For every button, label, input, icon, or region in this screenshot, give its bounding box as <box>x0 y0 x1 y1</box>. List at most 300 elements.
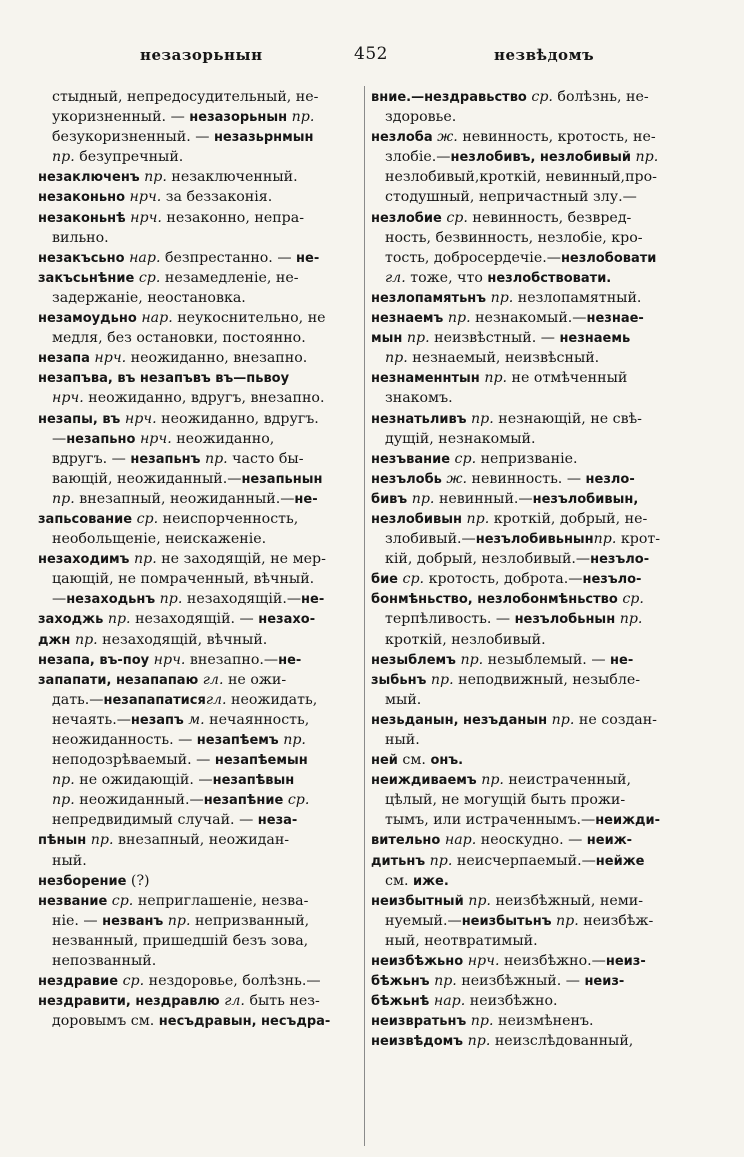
definition-text: ный. <box>52 852 87 869</box>
headword: неизбытный <box>371 893 464 909</box>
dictionary-line <box>371 770 696 790</box>
headword: неиждиваемъ <box>371 773 477 789</box>
definition-text: цѣлый, не могущій быть прожи- <box>385 792 626 809</box>
dictionary-line <box>371 87 696 107</box>
headword: иже. <box>413 873 449 889</box>
grammar-abbrev: пр. <box>429 852 453 869</box>
dictionary-line <box>38 830 360 850</box>
definition-text: неизслѣдованный, <box>490 1033 634 1050</box>
definition-text: незаходящій. — <box>130 611 259 628</box>
right-column <box>371 87 696 1052</box>
dictionary-line <box>38 609 360 629</box>
definition-text: неподозрѣваемый. — <box>52 752 215 769</box>
grammar-abbrev: пр. <box>167 912 191 929</box>
headword: неизвѣдомъ <box>371 1034 464 1050</box>
dictionary-line <box>38 328 360 348</box>
dictionary-line <box>371 429 696 449</box>
definition-text: — <box>52 430 67 447</box>
definition-text: неизмѣненъ. <box>493 1013 594 1030</box>
definition-text: мый. <box>385 691 422 708</box>
definition-text: незаходящій, вѣчный. <box>97 631 268 648</box>
headword: незакъсьно <box>38 250 125 266</box>
dictionary-line <box>38 509 360 529</box>
dictionary-line <box>371 670 696 690</box>
dictionary-line <box>371 609 696 629</box>
dictionary-line <box>371 810 696 830</box>
dictionary-line <box>38 127 360 147</box>
grammar-abbrev: пр. <box>460 651 484 668</box>
definition-text: задержаніе, неостановка. <box>52 289 246 306</box>
headword: бие <box>371 572 399 588</box>
headword: бивъ <box>371 491 408 507</box>
definition-text: внезапно.— <box>185 651 279 668</box>
grammar-abbrev: пр. <box>107 611 131 628</box>
definition-text: болѣзнь, не- <box>552 89 649 105</box>
running-head-left: незазорьнын <box>140 46 263 64</box>
grammar-abbrev: ср. <box>111 892 134 909</box>
definition-text: злобіе.— <box>385 149 451 166</box>
dictionary-line <box>371 750 696 770</box>
definition-text: вильно. <box>52 229 109 246</box>
definition-text: необольщеніе, неискаженіе. <box>52 531 267 548</box>
definition-text: быть нез- <box>244 993 320 1010</box>
definition-text: не ожи- <box>223 671 287 688</box>
dictionary-line <box>38 750 360 770</box>
headword: незлобовати <box>560 250 657 266</box>
definition-text: ный, неотвратимый. <box>385 932 538 949</box>
definition-text: см. <box>397 752 431 769</box>
headword: неиз- <box>605 954 646 970</box>
definition-text: неоскудно. — <box>476 832 587 849</box>
definition-text: неиспорченность, <box>158 510 299 527</box>
grammar-abbrev: ж. <box>437 129 458 146</box>
grammar-abbrev: нрч. <box>52 390 84 407</box>
dictionary-line <box>38 891 360 911</box>
dictionary-line <box>371 529 696 549</box>
definition-text: не создан- <box>574 711 657 728</box>
grammar-abbrev: пр. <box>52 490 75 507</box>
definition-text: кроткій, незлобивый. <box>385 631 546 648</box>
dictionary-line <box>38 589 360 609</box>
grammar-abbrev: пр. <box>468 892 491 909</box>
grammar-abbrev: пр. <box>406 330 430 347</box>
headword: мын <box>371 331 403 347</box>
headword: незнаемь <box>559 331 631 347</box>
headword: вительно <box>371 833 441 849</box>
dictionary-line <box>371 147 696 167</box>
grammar-abbrev: гл. <box>385 269 406 286</box>
dictionary-line <box>38 569 360 589</box>
dictionary-line <box>371 991 696 1011</box>
definition-text: доровымъ см. <box>52 1013 159 1030</box>
grammar-abbrev: нар. <box>444 832 477 849</box>
definition-text: не отмѣченный <box>507 370 628 387</box>
definition-text: неизвѣстный. — <box>429 330 560 347</box>
grammar-abbrev: пр. <box>144 169 167 186</box>
headword: незлобие <box>371 210 442 226</box>
definition-text: нечаять.— <box>52 711 131 728</box>
headword: зыбьнъ <box>371 672 427 688</box>
definition-text: нечаянность, <box>204 711 310 728</box>
headword: неиж- <box>586 833 633 849</box>
headword: нейже <box>595 853 645 869</box>
dictionary-line <box>38 851 360 871</box>
dictionary-line <box>371 1031 696 1051</box>
grammar-abbrev: пр. <box>470 1013 494 1030</box>
dictionary-line <box>38 449 360 469</box>
grammar-abbrev: пр. <box>619 611 643 628</box>
headword: онъ. <box>430 753 464 769</box>
grammar-abbrev: нрч. <box>94 350 127 367</box>
definition-text: злобивый.— <box>385 531 476 548</box>
definition-text: неожиданно, внезапно. <box>126 350 308 367</box>
definition-text: неожиданный.— <box>74 792 204 809</box>
dictionary-line <box>371 730 696 750</box>
headword: незаходьнъ <box>66 592 156 608</box>
grammar-abbrev: пр. <box>283 732 306 748</box>
dictionary-line <box>371 449 696 469</box>
headword: нездравьство <box>424 90 527 105</box>
definition-text: незаключенный. <box>166 169 298 186</box>
headword: не- <box>278 652 302 668</box>
grammar-abbrev: пр. <box>484 370 508 387</box>
dictionary-line <box>38 911 360 931</box>
definition-text: незванный, пришедшій безъ зова, <box>52 932 309 949</box>
headword: незнаемъ <box>371 311 444 327</box>
grammar-abbrev: пр. <box>385 350 408 367</box>
grammar-abbrev: м. <box>188 711 205 728</box>
grammar-abbrev: ср. <box>531 89 553 105</box>
definition-text: медля, без остановки, постоянно. <box>52 330 306 347</box>
definition-text: неприглашеніе, незва- <box>133 892 309 909</box>
headword: незапьно <box>66 431 136 447</box>
dictionary-line <box>38 208 360 228</box>
grammar-abbrev: нрч. <box>153 651 186 668</box>
headword: незапа, въ-поу <box>38 652 150 668</box>
definition-text: вающій, неожиданный.— <box>52 470 242 487</box>
dictionary-line <box>371 388 696 408</box>
definition-text: тоже, что <box>405 269 488 286</box>
definition-text: незаконно, непра- <box>161 209 305 226</box>
dictionary-line <box>38 1011 360 1031</box>
definition-text: здоровье. <box>385 109 457 126</box>
headword: не- <box>610 652 634 668</box>
headword: бѣжьнъ <box>371 974 430 990</box>
grammar-abbrev: нрч. <box>130 209 162 226</box>
dictionary-line <box>371 469 696 489</box>
headword: бѣжьнѣ <box>371 994 430 1010</box>
dictionary-line <box>371 368 696 388</box>
headword: незапѣние <box>203 793 284 809</box>
definition-text: неизбѣжный, неми- <box>490 892 644 909</box>
grammar-abbrev: пр. <box>133 551 157 568</box>
grammar-abbrev: ж. <box>446 470 468 487</box>
dictionary-line <box>38 710 360 730</box>
headword: незапьнъ <box>130 451 201 467</box>
dictionary-line <box>38 228 360 248</box>
headword: незапъва, въ незапъвъ въ—пьвоу <box>38 371 290 387</box>
page-number: 452 <box>354 44 388 64</box>
definition-text: безупречный. <box>74 149 184 166</box>
grammar-abbrev: гл. <box>205 691 227 708</box>
definition-text: внезапный, неожиданный.— <box>74 490 295 507</box>
definition-text: за беззаконія. <box>161 189 273 206</box>
grammar-abbrev: пр. <box>291 109 315 126</box>
dictionary-line <box>371 1011 696 1031</box>
column-divider <box>364 86 365 1146</box>
grammar-abbrev: пр. <box>556 912 579 929</box>
definition-text: незнакомый.— <box>470 310 587 327</box>
definition-text: неподвижный, незыбле- <box>453 671 641 688</box>
dictionary-line <box>371 107 696 127</box>
headword: незвание <box>38 893 108 909</box>
grammar-abbrev: пр. <box>593 531 617 548</box>
headword: джн <box>38 632 71 648</box>
grammar-abbrev: гл. <box>202 671 224 688</box>
definition-text: невинность. — <box>467 470 586 487</box>
dictionary-line <box>371 830 696 850</box>
headword: незълобьнын <box>514 612 616 628</box>
dictionary-line <box>38 368 360 388</box>
dictionary-line <box>38 951 360 971</box>
dictionary-line <box>38 187 360 207</box>
headword: незапа <box>38 351 90 367</box>
dictionary-line <box>38 469 360 489</box>
dictionary-line <box>38 388 360 408</box>
dictionary-line <box>38 770 360 790</box>
dictionary-line <box>38 630 360 650</box>
definition-text: терпѣливость. — <box>385 611 515 628</box>
headword: запьсование <box>38 511 133 527</box>
dictionary-line <box>38 409 360 429</box>
headword: незамоудьно <box>38 311 137 327</box>
headword: бонмѣньство, незлобонмѣньство <box>371 592 618 608</box>
definition-text: невинный.— <box>434 490 533 507</box>
definition-text: кроткій, добрый, не- <box>489 510 648 527</box>
headword: незапапатися <box>103 692 206 708</box>
headword: нездравие <box>38 974 119 990</box>
grammar-abbrev: ср. <box>122 973 145 990</box>
dictionary-line <box>38 931 360 951</box>
definition-text: незыблемый. — <box>483 651 611 668</box>
headword: незаконьно <box>38 190 125 206</box>
dictionary-line <box>371 710 696 730</box>
definition-text: часто бы- <box>227 450 304 467</box>
dictionary-line <box>38 670 360 690</box>
dictionary-line <box>371 851 696 871</box>
headword: незлобивын <box>371 511 462 527</box>
dictionary-line <box>38 268 360 288</box>
definition-text: стыдный, непредосудительный, не- <box>52 89 319 105</box>
dictionary-line <box>371 569 696 589</box>
headword: вние.— <box>371 90 425 105</box>
headword: незапѣемъ <box>196 733 279 748</box>
headword: незаходимъ <box>38 552 130 568</box>
definition-text: укоризненный. — <box>52 109 190 126</box>
grammar-abbrev: гл. <box>224 993 245 1010</box>
headword: незапъ <box>130 712 184 728</box>
headword: запапати, незапапаю <box>38 672 199 688</box>
dictionary-line <box>371 127 696 147</box>
dictionary-line <box>38 991 360 1011</box>
definition-text: непозванный. <box>52 953 157 970</box>
grammar-abbrev: пр. <box>430 671 454 688</box>
grammar-abbrev: ср. <box>446 209 468 226</box>
dictionary-line <box>38 348 360 368</box>
definition-text: кій, добрый, незлобивый.— <box>385 551 591 568</box>
grammar-abbrev: пр. <box>490 289 514 306</box>
dictionary-line <box>371 328 696 348</box>
definition-text: непредвидимый случай. — <box>52 812 258 829</box>
definition-text: неисчерпаемый.— <box>452 852 596 869</box>
definition-text: дать.— <box>52 691 104 708</box>
dictionary-line <box>371 650 696 670</box>
dictionary-line <box>371 549 696 569</box>
grammar-abbrev: нар. <box>433 993 466 1010</box>
headword: закъсьнѣние <box>38 270 135 286</box>
definition-text: невинность, безвред- <box>467 209 632 226</box>
headword: незлопамятьнъ <box>371 290 487 306</box>
dictionary-line <box>371 208 696 228</box>
grammar-abbrev: ср. <box>622 591 644 608</box>
definition-text: неизбѣжно.— <box>499 953 606 970</box>
definition-text: незлобивый,кроткій, невинный,про- <box>385 169 657 186</box>
headword: неиз- <box>584 974 625 990</box>
headword: незапы, въ <box>38 411 121 427</box>
headword: ней <box>371 753 398 769</box>
definition-text: знакомъ. <box>385 390 453 407</box>
grammar-abbrev: пр. <box>90 832 114 849</box>
definition-text: кротость, доброта.— <box>424 571 583 588</box>
headword: незълобивын, <box>532 491 639 507</box>
definition-text: дущій, незнакомый. <box>385 430 536 447</box>
dictionary-line <box>371 348 696 368</box>
definition-text: незамедленіе, не- <box>160 269 299 286</box>
definition-text: ніе. — <box>52 912 103 929</box>
grammar-abbrev: пр. <box>74 631 98 648</box>
headword: незазорьнын <box>189 110 288 126</box>
definition-text: незаходящій.— <box>182 591 302 608</box>
dictionary-line <box>38 107 360 127</box>
grammar-abbrev: нрч. <box>139 430 172 447</box>
headword: неизбѣжьно <box>371 954 464 970</box>
definition-text: стодушный, непричастный злу.— <box>385 189 637 206</box>
headword: незълобь <box>371 471 442 487</box>
headword: незыблемъ <box>371 652 456 668</box>
headword: неизбытьнъ <box>461 913 552 929</box>
dictionary-line <box>38 167 360 187</box>
grammar-abbrev: пр. <box>52 149 75 166</box>
dictionary-line <box>371 409 696 429</box>
definition-text: незнающій, не свѣ- <box>493 410 642 427</box>
definition-text: цающій, не помраченный, вѣчный. <box>52 571 315 588</box>
grammar-abbrev: нрч. <box>467 953 500 970</box>
definition-text: не ожидающій. — <box>74 772 213 789</box>
definition-text: безукоризненный. — <box>52 129 214 146</box>
dictionary-line <box>371 630 696 650</box>
headword: незлоба <box>371 130 433 146</box>
dictionary-line <box>371 489 696 509</box>
headword: незъло- <box>590 552 650 568</box>
headword: пѣнын <box>38 833 87 849</box>
grammar-abbrev: пр. <box>471 410 494 427</box>
dictionary-line <box>371 288 696 308</box>
grammar-abbrev: нар. <box>141 310 173 327</box>
definition-text: тость, добросердечіе.— <box>385 249 561 266</box>
dictionary-line <box>38 790 360 810</box>
headword: нездравити, нездравлю <box>38 994 220 1010</box>
grammar-abbrev: пр. <box>52 772 75 789</box>
definition-text: непризваніе. <box>476 450 578 467</box>
definition-text: тымъ, или истраченнымъ.— <box>385 812 596 829</box>
dictionary-line <box>38 690 360 710</box>
headword: незапѣемын <box>214 753 308 769</box>
definition-text: незлопамятный. <box>513 289 642 306</box>
grammar-abbrev: ср. <box>287 792 310 809</box>
grammar-abbrev: ср. <box>454 450 477 467</box>
grammar-abbrev: пр. <box>52 792 75 809</box>
dictionary-line <box>38 730 360 750</box>
definition-text: неожиданность. — <box>52 732 197 748</box>
dictionary-line <box>38 971 360 991</box>
grammar-abbrev: нрч. <box>129 189 162 206</box>
definition-text: ность, безвинность, незлобіе, кро- <box>385 229 643 246</box>
headword: незълобивьнын <box>475 532 594 548</box>
headword: незборение <box>38 873 127 889</box>
grammar-abbrev: пр. <box>159 591 183 608</box>
running-head-right: незвѣдомъ <box>494 46 595 64</box>
grammar-abbrev: пр. <box>551 711 575 728</box>
headword: незлобивъ, незлобивый <box>450 150 632 166</box>
dictionary-line <box>38 871 360 891</box>
definition-text: безпрестанно. — <box>160 249 297 266</box>
definition-text: ный. <box>385 732 420 748</box>
definition-text: незнаемый, неизвѣсный. <box>407 350 600 367</box>
grammar-abbrev: ср. <box>402 571 425 588</box>
headword: незнае- <box>586 311 644 327</box>
dictionary-line <box>371 690 696 710</box>
grammar-abbrev: ср. <box>136 510 159 527</box>
definition-text: неистраченный, <box>503 772 632 789</box>
definition-text: (?) <box>126 872 150 889</box>
headword: незло- <box>585 471 635 487</box>
definition-text: неожиданно, вдругъ. <box>156 410 319 427</box>
headword: незьданын, незъданын <box>371 712 548 728</box>
grammar-abbrev: пр. <box>466 510 490 527</box>
headword: не- <box>294 491 318 507</box>
dictionary-line <box>38 87 360 107</box>
grammar-abbrev: пр. <box>434 973 457 990</box>
headword: дитьнъ <box>371 853 426 869</box>
headword: незаконьнѣ <box>38 210 126 226</box>
dictionary-line <box>371 167 696 187</box>
definition-text: нездоровье, болѣзнь.— <box>144 973 321 990</box>
headword: незванъ <box>102 913 164 929</box>
dictionary-line <box>371 951 696 971</box>
headword: заходжь <box>38 612 104 628</box>
headword: незъвание <box>371 451 451 467</box>
dictionary-line <box>371 187 696 207</box>
headword: неизвратьнъ <box>371 1014 467 1030</box>
definition-text: неизбѣж- <box>578 912 654 929</box>
dictionary-line <box>38 810 360 830</box>
dictionary-line <box>38 429 360 449</box>
left-column <box>38 87 360 1031</box>
headword: незлобствовати. <box>487 270 612 286</box>
dictionary-line <box>371 911 696 931</box>
dictionary-line <box>371 790 696 810</box>
dictionary-line <box>38 489 360 509</box>
